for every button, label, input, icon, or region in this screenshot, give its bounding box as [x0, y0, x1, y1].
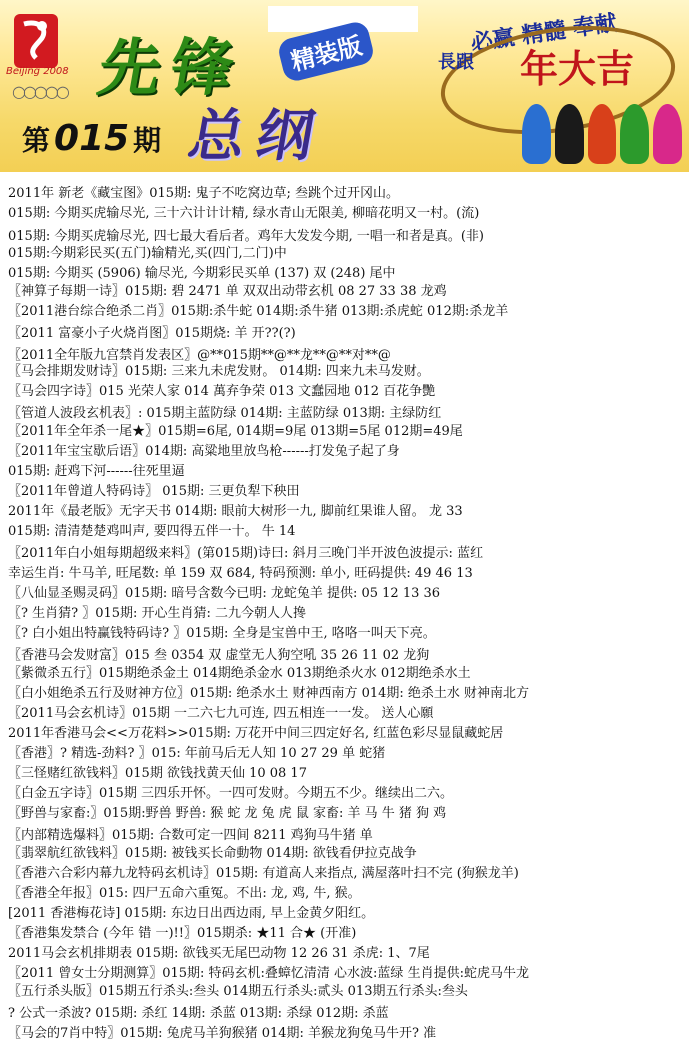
- content-line: 〖八仙显圣赐灵码〗015期: 暗号含数今已明: 龙蛇兔羊 提供: 05 12 13 36: [8, 586, 441, 601]
- content-line: 015期: 今期买虎输尽光, 四七最大看后者。鸡年大发发今期, 一唱一和者是真。(非): [8, 229, 484, 244]
- content-line: 〖2011全年版九宫禁肖发表区〗@**015期**@**龙**@**对**@: [8, 348, 391, 363]
- content-line: 〖马会四字诗〗015 光荣人家 014 萬弃争荣 013 文蠢园地 012 百花争艷: [8, 384, 436, 399]
- content-line: 〖马会的7肖中特〗015期: 兔虎马羊狗猴猪 014期: 羊猴龙狗兔马牛开? 准: [8, 1026, 437, 1041]
- content-line: 〖2011年曾道人特码诗〗 015期: 三更负犁下秧田: [8, 484, 300, 499]
- content-line: 015期: 今期买 (5906) 输尽光, 今期彩民买单 (137) 双 (248) 尾中: [8, 266, 396, 281]
- content-line: 〖马会排期发财诗〗015期: 三来九未虎发财。 014期: 四来九未马发财。: [8, 364, 430, 379]
- content-line: 〖三怪赌红欲钱料〗015期 欲钱找黄天仙 10 08 17: [8, 766, 307, 781]
- slogan: 必赢 精髓 奉献: [469, 10, 619, 57]
- content-line: 〖香港六合彩内幕九龙特码玄机诗〗015期: 有道高人来指点, 满屋落叶扫不完 (狗猴龙羊): [8, 866, 519, 881]
- issue-suffix: 期: [133, 124, 162, 157]
- content-line: 〖香港〗? 精选-劲料? 〗015: 年前马后无人知 10 27 29 单 蛇猪: [8, 746, 386, 761]
- content-line: 〖香港马会发财富〗015 叁 0354 双 虚堂无人狗空吼 35 26 11 02 龙狗: [8, 648, 430, 663]
- content-line: 2011年 新老《藏宝图》015期: 鬼子不吃窝边草; 叁跳个过开冈山。: [8, 186, 400, 201]
- content-line: 〖? 生肖猜? 〗015期: 开心生肖猜: 二九今朝人人搀: [8, 606, 307, 621]
- banner-title: 先锋: [92, 31, 250, 104]
- article-body: [0, 174, 689, 1041]
- olympic-rings-icon: ○○○○○: [12, 82, 67, 101]
- content-line: 015期: 今期买虎输尽光, 三十六计计计精, 绿水青山无限美, 柳暗花明又一村。(流): [8, 206, 480, 221]
- olympic-emblem-icon: [8, 10, 72, 90]
- content-line: 〖内部精选爆料〗015期: 合数可定一四间 8211 鸡狗马牛猪 单: [8, 828, 373, 843]
- content-line: 〖翡翠航红欲钱料〗015期: 被钱买长命動物 014期: 欲钱看伊拉克战争: [8, 846, 417, 861]
- content-line: 幸运生肖: 牛马羊, 旺尾数: 单 159 双 684, 特码预测: 单小, 旺码提供: 49 46 13: [8, 566, 473, 581]
- content-line: 〖2011年宝宝歇后语〗014期: 高粱地里放鸟枪------打发兔子起了身: [8, 444, 400, 459]
- content-line: 〖2011港台综合绝杀二肖〗015期:杀牛蛇 014期:杀牛猪 013期:杀虎蛇 012期:杀龙羊: [8, 304, 509, 319]
- content-line: 015期: 清清楚楚鸡叫声, 要四得五伴一十。 牛 14: [8, 524, 296, 539]
- content-line: 〖五行杀头版〗015期五行杀头:叁头 014期五行杀头:贰头 013期五行杀头:叁头: [8, 984, 468, 999]
- content-line: 〖管道人波段玄机表〗: 015期主蓝防绿 014期: 主蓝防绿 013期: 主绿防红: [8, 406, 442, 421]
- follow-label: 長跟: [438, 52, 474, 73]
- issue-label: [22, 118, 161, 159]
- ellipse-text: 年大吉: [520, 47, 635, 91]
- content-line: 2011年《最老版》无字天书 014期: 眼前大树形一九, 脚前红果谁人留。 龙 33: [8, 504, 463, 519]
- header-banner: [0, 0, 689, 172]
- content-line: 〖2011 曾女士分期测算〗015期: 特码玄机:叠蟑忆清清 心水波:蓝绿 生肖提供:蛇虎马牛龙: [8, 966, 529, 981]
- mascots-icon: [522, 104, 682, 164]
- content-line: 015期: 赶鸡下河------往死里逼: [8, 464, 185, 479]
- content-line: 〖2011年白小姐每期超级来料〗(第015期)诗曰: 斜月三晚门半开波色波提示: 蓝红: [8, 546, 484, 561]
- content-line: 〖2011年全年杀一尾★〗015期=6尾, 014期=9尾 013期=5尾 012期=49尾: [8, 424, 463, 439]
- banner-subtitle: 总纲: [183, 104, 331, 169]
- edition-badge: 精装版: [276, 20, 376, 84]
- content-line: 〖香港集发禁合 (今年 错 一)!!〗015期杀: ★11 合★ (开准): [8, 926, 357, 941]
- logo-text: Beijing 2008: [6, 66, 69, 77]
- content-line: 2011年香港马会<<万花料>>015期: 万花开中间三四定好名, 红蓝色彩尽显鼠藏蛇居: [8, 726, 504, 741]
- content-line: 〖神算子每期一诗〗015期: 碧 2471 单 双双出动带玄机 08 27 33 38 龙鸡: [8, 284, 447, 299]
- content-line: 2011马会玄机排期表 015期: 欲钱买无尾巴动物 12 26 31 杀虎: 1、7尾: [8, 946, 430, 961]
- content-line: 〖紫微杀五行〗015期绝杀金土 014期绝杀金水 013期绝杀火水 012期绝杀水土: [8, 666, 471, 681]
- content-line: [2011 香港梅花诗] 015期: 东边日出西边雨, 早上金黄夕阳红。: [8, 906, 375, 921]
- content-line: 〖白小姐绝杀五行及财神方位〗015期: 绝杀水土 财神西南方 014期: 绝杀土水 财神南北方: [8, 686, 530, 701]
- content-line: 〖2011 富豪小子火烧肖图〗015期烧: 羊 开??(?): [8, 326, 296, 341]
- content-line: 015期:今期彩民买(五门)输精光,买(四门,二门)中: [8, 246, 287, 261]
- issue-number: 015: [54, 118, 130, 159]
- content-line: 〖2011马会玄机诗〗015期 一二六七九可连, 四五相连一一发。 送人心願: [8, 706, 434, 721]
- issue-prefix: 第: [22, 124, 51, 157]
- content-line: ? 公式一杀波? 015期: 杀红 14期: 杀蓝 013期: 杀绿 012期: 杀蓝: [8, 1006, 389, 1021]
- content-line: 〖白金五字诗〗015期 三四乐开怀。一四可发财。今期五不少。继续出二六。: [8, 786, 453, 801]
- content-line: 〖香港全年报〗015: 四尸五命六重冤。不出: 龙, 鸡, 牛, 猴。: [8, 886, 361, 901]
- content-line: 〖? 白小姐出特赢钱特码诗? 〗015期: 全身是宝兽中王, 咯咯一叫天下亮。: [8, 626, 436, 641]
- content-line: 〖野兽与家畜:〗015期:野兽 野兽: 猴 蛇 龙 兔 虎 鼠 家畜: 羊 马 牛 猪 狗 鸡: [8, 806, 447, 821]
